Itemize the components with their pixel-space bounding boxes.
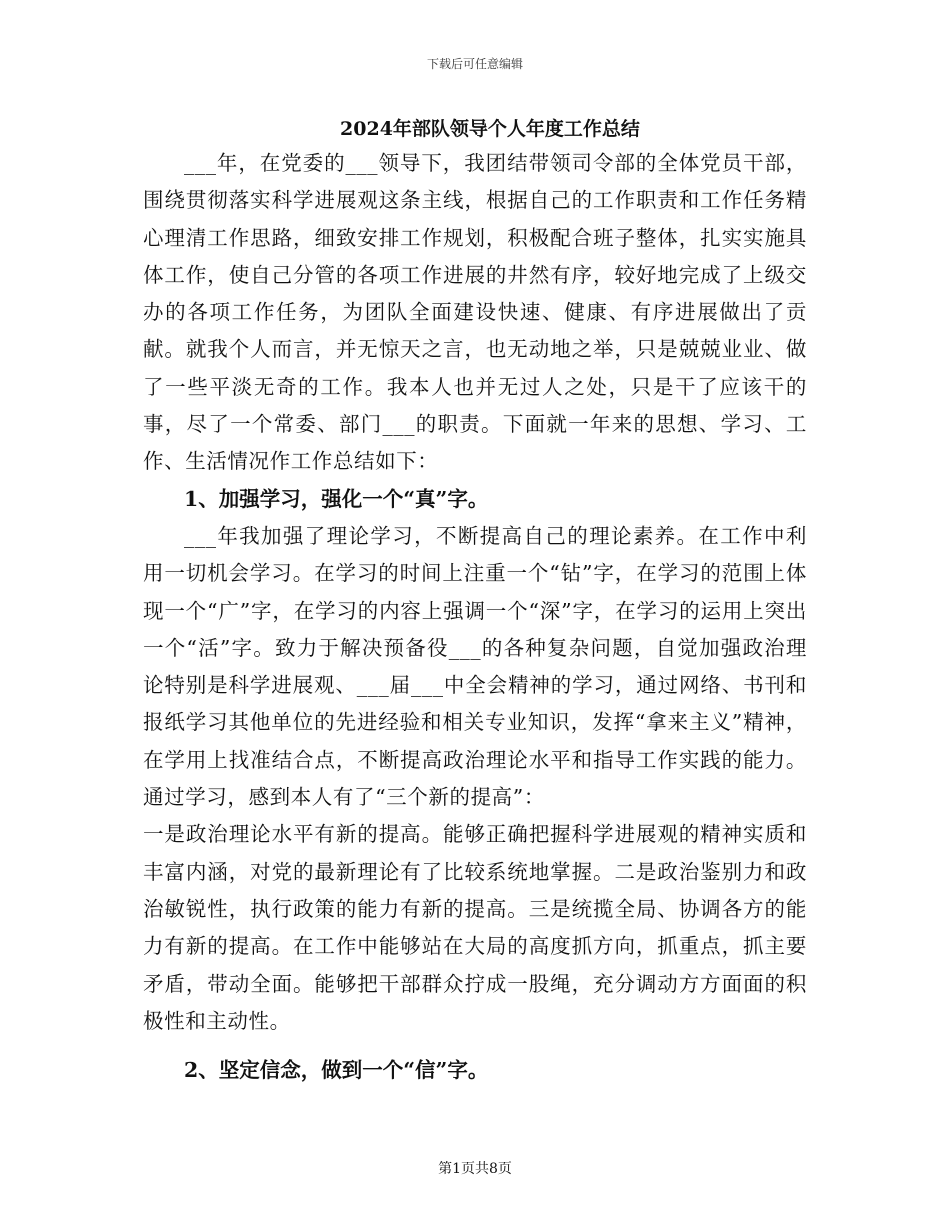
- document-title: 2024年部队领导个人年度工作总结: [340, 118, 640, 140]
- page-number: 第1页共8页: [438, 1161, 512, 1177]
- section-2-heading: 2、坚定信念，做到一个“信”字。: [184, 1058, 489, 1083]
- section-1-heading: 1、加强学习，强化一个“真”字。: [184, 486, 489, 511]
- spacer: [143, 1040, 807, 1052]
- section-1-paragraph-b: 一是政治理论水平有新的提高。能够正确把握科学进展观的精神实质和丰富内涵，对党的最新理论有了比较系统地掌握。二是政治鉴别力和政治敏锐性，执行政策的能力有新的提高。三是统揽全局、协调各方的能力有新的提高。在工作中能够站在大局的高度抓方向，抓重点，抓主要矛盾，带动全面。能够把干部群众拧成一股绳，充分调动方方面面的积极性和主动性。: [143, 822, 807, 1033]
- intro-paragraph: ___年，在党委的___领导下，我团结带领司令部的全体党员干部，围绕贯彻落实科学进展观这条主线，根据自己的工作职责和工作任务精心理清工作思路，细致安排工作规划，积极配合班子整体，扎实实施具体工作，使自己分管的各项工作进展的井然有序，较好地完成了上级交办的各项工作任务，为团队全面建设快速、健康、有序进展做出了贡献。就我个人而言，并无惊天之言，也无动地之举，只是兢兢业业、做了一些平淡无奇的工作。我本人也并无过人之处，只是干了应该干的事，尽了一个常委、部门___的职责。下面就一年来的思想、学习、工作、生活情况作工作总结如下：: [143, 151, 807, 474]
- section-1-paragraph-a: ___年我加强了理论学习，不断提高自己的理论素养。在工作中利用一切机会学习。在学习的时间上注重一个“钻”字，在学习的范围上体现一个“广”字，在学习的内容上强调一个“深”字，在学习的运用上突出一个“活”字。致力于解决预备役___的各种复杂问题，自觉加强政治理论特别是科学进展观、___届___中全会精神的学习，通过网络、书刊和报纸学习其他单位的先进经验和相关专业知识，发挥“拿来主义”精神，在学用上找准结合点，不断提高政治理论水平和指导工作实践的能力。通过学习，感到本人有了“三个新的提高”：: [143, 523, 807, 810]
- page-header-note: 下载后可任意编辑: [426, 57, 523, 71]
- document-body: [143, 113, 807, 1089]
